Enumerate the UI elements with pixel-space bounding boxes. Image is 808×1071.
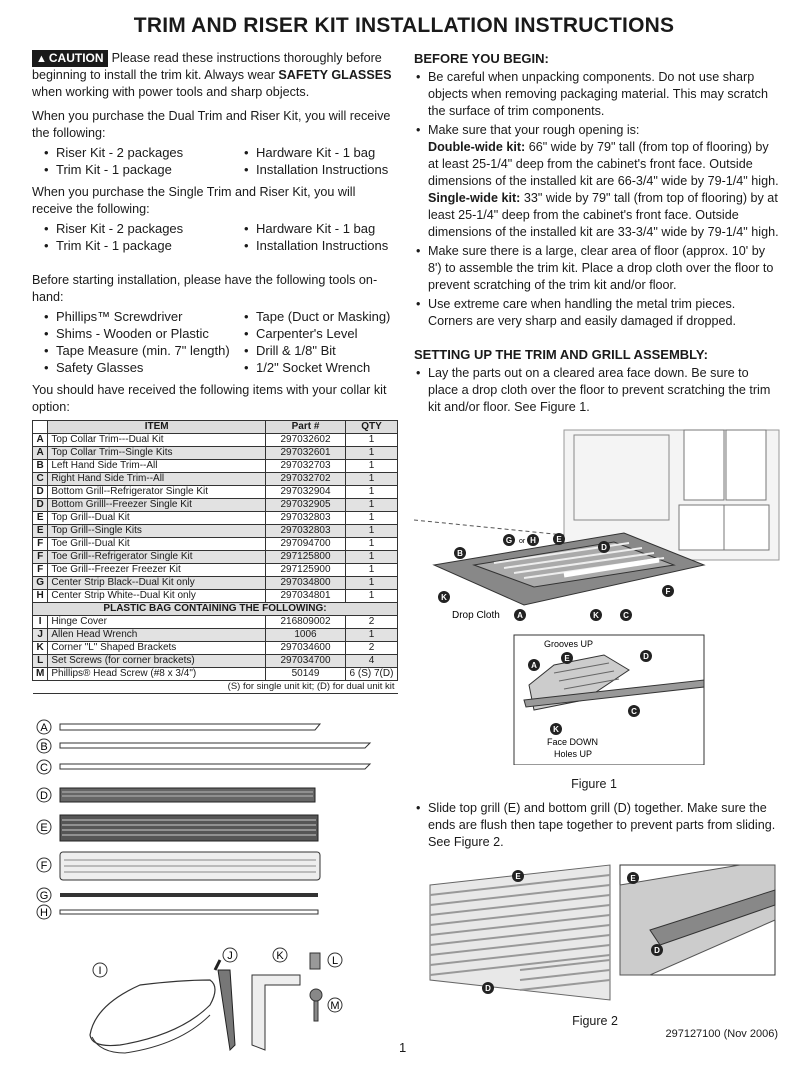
parts-table [32,420,398,694]
svg-text:C: C [631,707,637,716]
table-cell-letter: A [33,447,48,460]
table-cell-part: 297034801 [266,590,346,603]
table-cell-qty: 1 [346,564,398,577]
table-cell-part: 297034600 [266,642,346,655]
table-cell-letter: J [33,629,48,642]
table-cell-item: Left Hand Side Trim--All [48,460,266,473]
svg-text:H: H [530,536,536,545]
table-cell-letter: D [33,486,48,499]
svg-text:G: G [505,536,513,545]
table-cell-part: 297032602 [266,434,346,447]
list-item: • Trim Kit - 1 package [44,161,244,178]
table-cell-qty: 1 [346,577,398,590]
col-header-item: ITEM [48,421,266,434]
table-cell-item: Set Screws (for corner brackets) [48,655,266,668]
table-row [33,590,398,603]
table-cell-item: Toe Grill--Dual Kit [48,538,266,551]
svg-text:E: E [564,654,570,663]
dual-list [44,144,398,178]
list-item: • Riser Kit - 2 packages [44,144,244,161]
list-item: • Tape Measure (min. 7" length) [44,342,244,359]
table-cell-item: Top Grill--Single Kits [48,525,266,538]
table-row [33,551,398,564]
table-cell-qty: 1 [346,629,398,642]
tools-intro: Before starting installation, please have the following tools on-hand: [32,273,378,304]
table-cell-item: Phillips® Head Screw (#8 x 3/4") [48,668,266,681]
hinge-cover [90,980,215,1046]
table-cell-qty: 1 [346,434,398,447]
table-cell-part: 297032905 [266,499,346,512]
table-cell-letter: F [33,551,48,564]
table-cell-qty: 2 [346,642,398,655]
part-letter: H [40,907,48,919]
list-item: • Lay the parts out on a cleared area face down. Be sure to place a drop cloth over the floor to prevent scratching the trim kit and/or floor. See Figure 1. [414,365,780,416]
center-strip-white [60,910,318,914]
caution-paragraph: ▲ CAUTION Please read these instructions thoroughly before beginning to install the trim kit. Always wear SAFETY GLASSES when working with power tools and sharp objects. [32,51,392,99]
single-list [44,220,398,254]
figure-2-caption: Figure 2 [572,1014,618,1028]
table-row [33,434,398,447]
part-letter: E [40,822,48,834]
part-letter: A [40,722,48,734]
table-cell-part: 297034700 [266,655,346,668]
tools-list [44,308,398,376]
table-cell-item: Corner "L" Shaped Brackets [48,642,266,655]
table-cell-qty: 1 [346,460,398,473]
corner-bracket [252,975,300,1050]
list-item: • Slide top grill (E) and bottom grill (D) together. Make sure the ends are flush then tape together to prevent parts from sliding. See Figure 2. [414,800,780,851]
document-number: 297127100 (Nov 2006) [665,1028,778,1040]
table-row [33,668,398,681]
table-cell-item: Top Collar Trim--Single Kits [48,447,266,460]
list-item: • Make sure that your rough opening is: Double-wide kit: 66" wide by 79" tall (from top of flooring) by at least 25-1/4" deep from the cabinet's front face. Outside dimensions of the installed kit are 66-3/4" wide by 79-1/4" high. Single-wide kit: 33" wide by 79" tall (from top of flooring) by at least 25-1/4" deep from the cabinet's front face. Outside dimensions of the installed kit are 33-3/4" wide by 79-1/4" high. [414,122,780,241]
table-cell-letter: M [33,668,48,681]
table-cell-qty: 1 [346,551,398,564]
table-cell-qty: 1 [346,486,398,499]
table-cell-letter: F [33,564,48,577]
table-cell-item: Top Collar Trim---Dual Kit [48,434,266,447]
table-cell-qty: 1 [346,590,398,603]
table-cell-letter: L [33,655,48,668]
table-cell-qty: 1 [346,499,398,512]
drop-cloth-label: Drop Cloth [452,610,500,621]
table-cell-part: 216809002 [266,616,346,629]
top-grill [60,815,318,841]
right-side-trim [60,764,370,769]
svg-text:C: C [623,611,629,620]
top-collar-trim [60,724,320,730]
list-item: • Tape (Duct or Masking) [244,308,410,325]
table-row [33,486,398,499]
list-item: • Installation Instructions [244,237,410,254]
table-cell-qty: 1 [346,538,398,551]
table-cell-item: Toe Grill--Refrigerator Single Kit [48,551,266,564]
list-item: • Shims - Wooden or Plastic [44,325,244,342]
svg-text:K: K [553,725,559,734]
collar-intro: You should have received the following items with your collar kit option: [32,383,387,414]
table-row [33,577,398,590]
table-cell-item: Center Strip Black--Dual Kit only [48,577,266,590]
list-item: • Trim Kit - 1 package [44,237,244,254]
single-intro: When you purchase the Single Trim and Riser Kit, you will receive the following: [32,185,356,216]
left-column [32,50,398,423]
svg-text:D: D [485,984,491,993]
table-row [33,499,398,512]
list-item: • Installation Instructions [244,161,410,178]
part-letter: M [330,1000,340,1012]
table-cell-item: Bottom Grilll--Freezer Single Kit [48,499,266,512]
table-row [33,616,398,629]
setup-heading: SETTING UP THE TRIM AND GRILL ASSEMBLY: [414,347,708,362]
list-item: • Safety Glasses [44,359,244,376]
setup-step-2 [414,800,780,853]
set-screw [310,953,320,969]
col-header-qty: QTY [346,421,398,434]
svg-text:K: K [441,593,447,602]
allen-wrench [218,970,235,1050]
table-cell-letter: B [33,460,48,473]
table-cell-item: Hinge Cover [48,616,266,629]
warning-icon: ▲ [36,53,47,65]
table-cell-qty: 1 [346,447,398,460]
before-heading: BEFORE YOU BEGIN: [414,51,549,66]
table-row [33,564,398,577]
svg-text:F: F [665,587,671,596]
table-row [33,447,398,460]
table-cell-item: Allen Head Wrench [48,629,266,642]
figure-1 [414,425,780,765]
bottom-grill [60,788,315,802]
table-cell-letter: H [33,590,48,603]
list-item: • Riser Kit - 2 packages [44,220,244,237]
table-cell-letter: F [33,538,48,551]
part-letter: L [331,955,339,967]
table-row [33,525,398,538]
svg-text:A: A [531,661,537,670]
figure-1-caption: Figure 1 [571,777,617,791]
svg-text:E: E [556,535,562,544]
phillips-screw [310,989,322,1001]
face-down-label: Face DOWN [547,737,599,747]
table-cell-part: 1006 [266,629,346,642]
page-title: TRIM AND RISER KIT INSTALLATION INSTRUCTIONS [133,14,675,37]
svg-text:A: A [517,611,523,620]
figure-2 [420,860,780,1010]
bag-header-row: PLASTIC BAG CONTAINING THE FOLLOWING: [33,603,398,616]
table-cell-part: 297032702 [266,473,346,486]
right-column [414,50,780,418]
col-header-part: Part # [266,421,346,434]
parts-drawing [30,715,390,1055]
dual-intro: When you purchase the Dual Trim and Riser Kit, you will receive the following: [32,109,391,140]
table-row [33,460,398,473]
svg-text:E: E [515,872,521,881]
table-cell-part: 297125800 [266,551,346,564]
list-item: • Hardware Kit - 1 bag [244,144,410,161]
table-cell-qty: 2 [346,616,398,629]
table-row [33,655,398,668]
table-cell-part: 297032803 [266,525,346,538]
table-cell-part: 297125900 [266,564,346,577]
table-cell-qty: 6 (S) 7(D) [346,668,398,681]
list-item: • Use extreme care when handling the metal trim pieces. Corners are very sharp and easily damaged if dropped. [414,296,780,330]
svg-text:D: D [601,543,607,552]
center-strip-black [60,893,318,897]
holes-up-label: Holes UP [554,749,593,759]
table-cell-letter: E [33,512,48,525]
table-cell-item: Right Hand Side Trim--All [48,473,266,486]
table-cell-item: Top Grill--Dual Kit [48,512,266,525]
before-list [414,69,780,330]
part-letter: G [39,890,49,902]
part-letter: I [98,965,102,977]
page-number: 1 [399,1040,407,1055]
grooves-label: Grooves UP [544,639,594,649]
table-cell-part: 297094700 [266,538,346,551]
left-side-trim [60,743,370,748]
part-letter: F [40,860,48,872]
svg-text:B: B [457,549,463,558]
table-cell-letter: K [33,642,48,655]
table-row [33,512,398,525]
table-cell-part: 297032601 [266,447,346,460]
part-letter: J [227,950,233,962]
table-cell-item: Center Strip White--Dual Kit only [48,590,266,603]
list-item: • Make sure there is a large, clear area of floor (approx. 10' by 8') to assemble the trim kit. Place a drop cloth over the floor to prevent scratching of the trim kit and/or floor. [414,243,780,294]
table-row [33,642,398,655]
table-row [33,473,398,486]
list-item: • Carpenter's Level [244,325,410,342]
list-item: • Hardware Kit - 1 bag [244,220,410,237]
part-letter: D [40,790,48,802]
table-cell-item: Bottom Grill--Refrigerator Single Kit [48,486,266,499]
part-letter: C [40,762,48,774]
table-cell-part: 297032803 [266,512,346,525]
list-item: • Phillips™ Screwdriver [44,308,244,325]
table-cell-part: 297032703 [266,460,346,473]
table-cell-letter: A [33,434,48,447]
table-cell-letter: E [33,525,48,538]
table-cell-item: Toe Grill--Freezer Freezer Kit [48,564,266,577]
table-cell-letter: I [33,616,48,629]
setup-list [414,365,780,416]
caution-badge: ▲ CAUTION [32,50,108,67]
table-cell-part: 50149 [266,668,346,681]
svg-text:or: or [519,538,526,545]
table-row [33,629,398,642]
table-cell-qty: 1 [346,512,398,525]
table-footnote: (S) for single unit kit; (D) for dual unit kit [33,681,398,694]
svg-text:D: D [643,652,649,661]
part-letter: B [40,741,48,753]
table-cell-qty: 4 [346,655,398,668]
table-cell-part: 297032904 [266,486,346,499]
table-cell-qty: 1 [346,473,398,486]
table-row [33,538,398,551]
table-cell-letter: G [33,577,48,590]
table-cell-letter: C [33,473,48,486]
list-item: • Drill & 1/8" Bit [244,342,410,359]
svg-text:K: K [593,611,599,620]
table-cell-part: 297034800 [266,577,346,590]
list-item: • 1/2" Socket Wrench [244,359,410,376]
svg-text:D: D [654,946,660,955]
part-letter: K [276,950,284,962]
table-cell-letter: D [33,499,48,512]
list-item: • Be careful when unpacking components. Do not use sharp objects when removing packaging material. This may scratch the surface of trim components. [414,69,780,120]
table-cell-qty: 1 [346,525,398,538]
svg-text:E: E [630,874,636,883]
